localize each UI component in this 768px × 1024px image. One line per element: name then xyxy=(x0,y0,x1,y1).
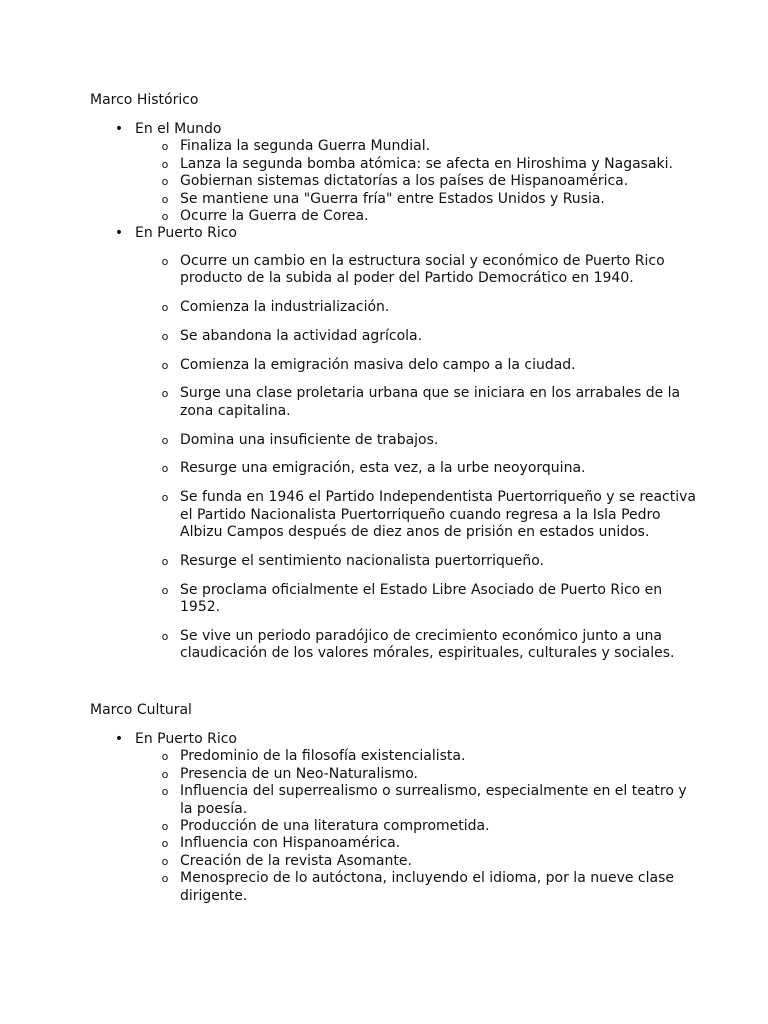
sub-list-item xyxy=(135,173,702,190)
sub-list-item xyxy=(135,299,702,316)
sub-bullet-icon: o xyxy=(161,329,169,343)
sub-list-item xyxy=(135,385,702,420)
sub-list-item xyxy=(135,208,702,225)
sub-list-item xyxy=(135,357,702,374)
sub-item-text: Domina una insuficiente de trabajos. xyxy=(180,431,439,448)
sub-bullet-icon: o xyxy=(161,872,169,886)
sub-list-item xyxy=(135,628,702,663)
sub-list-item xyxy=(135,783,702,818)
sub-item-text: Ocurre la Guerra de Corea. xyxy=(180,208,369,225)
sub-bullet-icon: o xyxy=(161,837,169,851)
sub-bullet-icon: o xyxy=(161,785,169,799)
sub-list-item xyxy=(135,191,702,208)
sub-item-text: Comienza la emigración masiva delo campo a la ciudad. xyxy=(180,356,576,373)
sub-list-item xyxy=(135,253,702,288)
sub-item-text: Lanza la segunda bomba atómica: se afecta en Hiroshima y Nagasaki. xyxy=(180,155,673,172)
sub-bullet-icon: o xyxy=(161,491,169,505)
sub-list-item xyxy=(135,489,702,541)
sub-item-text: Ocurre un cambio en la estructura social y económico de Puerto Rico producto de la subida al poder del Partido Democrático en 1940. xyxy=(180,252,665,287)
sub-item-text: Predominio de la filosofía existencialista. xyxy=(180,748,466,765)
sub-bullet-icon: o xyxy=(161,210,169,224)
sub-bullet-icon: o xyxy=(161,854,169,868)
sub-list-item xyxy=(135,835,702,852)
sub-list-item xyxy=(135,432,702,449)
sub-list-item xyxy=(135,870,702,905)
group-label: En Puerto Rico xyxy=(135,225,237,242)
bullet-icon: • xyxy=(114,121,124,137)
bullet-list-marco-cultural xyxy=(112,731,702,905)
group-label: En Puerto Rico xyxy=(135,731,237,747)
sub-list-item xyxy=(135,748,702,765)
sub-item-text: Resurge una emigración, esta vez, a la urbe neoyorquina. xyxy=(180,460,586,477)
sub-item-text: Influencia con Hispanoamérica. xyxy=(180,835,401,852)
sub-item-text: Menosprecio de lo autóctona, incluyendo el idioma, por la nueve clase dirigente. xyxy=(180,870,674,904)
sub-item-text: Comienza la industrialización. xyxy=(180,299,390,316)
sub-bullet-icon: o xyxy=(161,358,169,372)
sub-bullet-icon: o xyxy=(161,629,169,643)
section-heading-marco-cultural: Marco Cultural xyxy=(90,702,192,718)
sub-bullet-icon: o xyxy=(161,140,169,154)
list-item-en-puerto-rico xyxy=(112,225,702,662)
sub-item-text: Resurge el sentimiento nacionalista puertorriqueño. xyxy=(180,552,544,569)
section-heading-marco-historico: Marco Histórico xyxy=(90,92,199,108)
list-item-en-el-mundo xyxy=(112,121,702,225)
sub-bullet-icon: o xyxy=(161,750,169,764)
sub-list-item xyxy=(135,818,702,835)
sub-bullet-icon: o xyxy=(161,583,169,597)
sub-item-text: Finaliza la segunda Guerra Mundial. xyxy=(180,138,431,155)
sub-list-cultural-puerto-rico xyxy=(135,748,702,905)
sub-item-text: Se mantiene una "Guerra fría" entre Estados Unidos y Rusia. xyxy=(180,190,605,207)
sub-bullet-icon: o xyxy=(161,254,169,268)
sub-bullet-icon: o xyxy=(161,554,169,568)
sub-list-item xyxy=(135,853,702,870)
sub-item-text: Surge una clase proletaria urbana que se iniciara en los arrabales de la zona capitalina. xyxy=(180,385,681,419)
sub-list-item xyxy=(135,553,702,570)
sub-bullet-icon: o xyxy=(161,192,169,206)
sub-bullet-icon: o xyxy=(161,157,169,171)
list-item-en-puerto-rico xyxy=(112,731,702,905)
bullet-list-marco-historico xyxy=(112,121,702,663)
sub-list-en-el-mundo xyxy=(135,138,702,225)
group-label: En el Mundo xyxy=(135,121,222,137)
sub-list-item xyxy=(135,156,702,173)
sub-item-text: Se abandona la actividad agrícola. xyxy=(180,327,423,344)
sub-bullet-icon: o xyxy=(161,767,169,781)
sub-list-item xyxy=(135,766,702,783)
sub-list-item xyxy=(135,138,702,155)
sub-list-item xyxy=(135,582,702,617)
bullet-icon: • xyxy=(114,225,124,242)
sub-item-text: Se proclama oficialmente el Estado Libre Asociado de Puerto Rico en 1952. xyxy=(180,581,663,616)
sub-bullet-icon: o xyxy=(161,301,169,315)
sub-bullet-icon: o xyxy=(161,462,169,476)
sub-item-text: Influencia del superrealismo o surrealismo, especialmente en el teatro y la poesía. xyxy=(180,783,687,817)
sub-bullet-icon: o xyxy=(161,175,169,189)
sub-item-text: Producción de una literatura comprometida. xyxy=(180,818,490,835)
sub-bullet-icon: o xyxy=(161,820,169,834)
sub-bullet-icon: o xyxy=(161,387,169,401)
sub-item-text: Se funda en 1946 el Partido Independentista Puertorriqueño y se reactiva el Partido Nacionalista Puertorriqueño cuando regresa a la Isla Pedro Albizu Campos después de diez anos de prisión en estados unidos. xyxy=(180,489,696,541)
sub-item-text: Presencia de un Neo-Naturalismo. xyxy=(180,765,418,782)
sub-bullet-icon: o xyxy=(161,433,169,447)
sub-list-item xyxy=(135,460,702,477)
bullet-icon: • xyxy=(114,731,124,747)
sub-item-text: Gobiernan sistemas dictatorías a los países de Hispanoamérica. xyxy=(180,173,629,190)
sub-item-text: Creación de la revista Asomante. xyxy=(180,852,412,869)
sub-item-text: Se vive un periodo paradójico de crecimiento económico junto a una claudicación de los valores mórales, espirituales, culturales y sociales. xyxy=(180,627,675,662)
sub-list-item xyxy=(135,328,702,345)
sub-list-en-puerto-rico xyxy=(135,253,702,663)
